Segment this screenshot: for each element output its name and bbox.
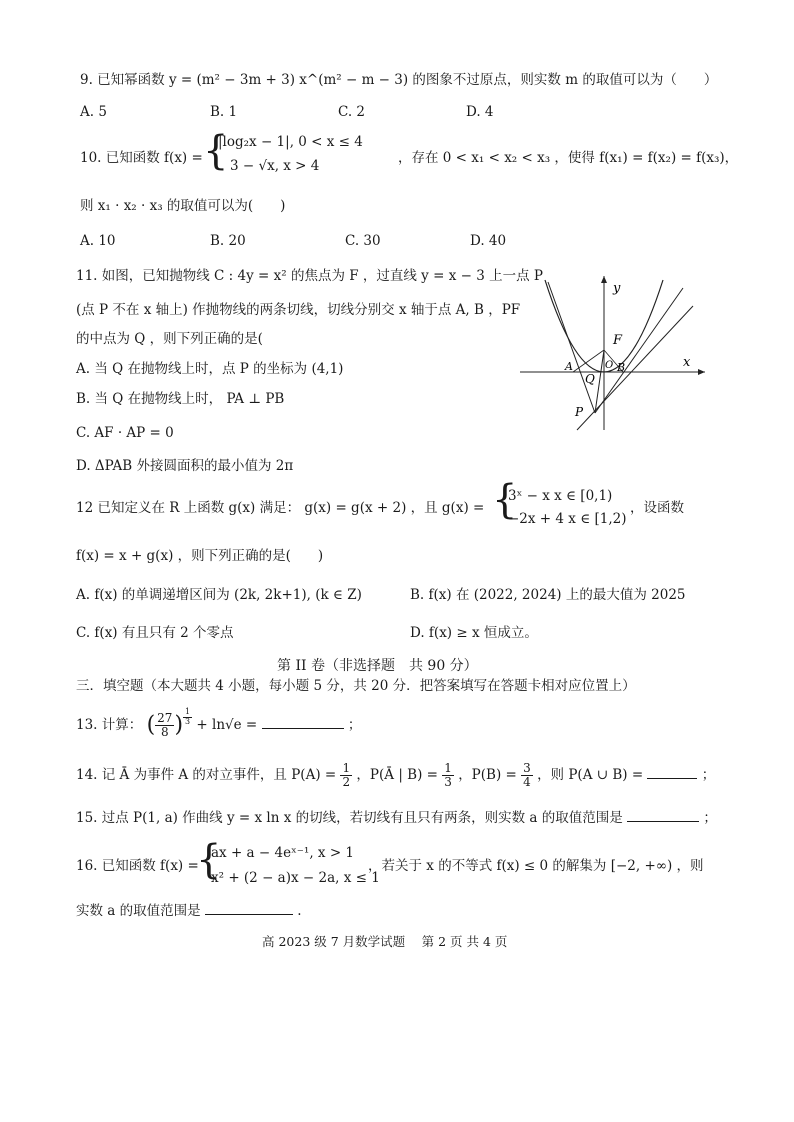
q12-option-a: A. f(x) 的单调递增区间为 (2k, 2k+1), (k ∈ Z) [76,587,362,603]
q13-end: ； [347,717,362,734]
q16-brace: { [196,837,222,883]
q16-prefix: 16. 已知函数 f(x) = [76,858,199,874]
q10-option-b: B. 20 [210,233,246,249]
fig-label-o: O [605,360,614,371]
q16-case-2: x² + (2 − a)x − 2a, x ≤ 1 [211,870,380,886]
q16-line-2-text: 实数 a 的取值范围是 [76,903,201,919]
q9-option-b: B. 1 [210,104,238,120]
q10-option-a: A. 10 [80,233,116,249]
q12-option-c: C. f(x) 有且只有 2 个零点 [76,625,234,641]
q15-answer-blank[interactable] [627,821,699,822]
q9-option-a: A. 5 [80,104,107,120]
q13-line: 13. 计算： ( $\frac{27}{8}$ ) $\frac{1}{3}$ + ln√e = ； [76,707,362,740]
q13-prefix: 13. 计算： [76,717,143,734]
q11-option-b: B. 当 Q 在抛物线上时， PA ⊥ PB [76,391,285,407]
q16-end: . [297,903,302,919]
fig-label-f: F [613,333,623,348]
q11-figure [515,270,715,435]
q15-line [76,810,717,826]
q11-option-a: A. 当 Q 在抛物线上时，点 P 的坐标为 (4,1) [76,361,344,377]
q14-part-b: ，P(Ā | B) = [356,767,438,784]
q15-end: ； [703,810,717,826]
q13-rest: + ln√e = [196,717,258,734]
q16-answer-blank[interactable] [205,914,293,915]
q16-suffix: ，若关于 x 的不等式 f(x) ≤ 0 的解集为 [−2, +∞) ，则 [368,858,704,874]
q14-line [76,762,715,789]
q15-text: 15. 过点 P(1, a) 作曲线 y = x ln x 的切线，若切线有且只有两条，则实数 a 的取值范围是 [76,810,623,826]
tangent-line-right [595,288,683,413]
y-axis-arrow [601,276,607,283]
q13-answer-blank[interactable] [262,728,344,729]
q11-line-2: (点 P 不在 x 轴上) 作抛物线的两条切线，切线分别交 x 轴于点 A, B ，PF [76,302,521,318]
q11-line-3: 的中点为 Q ，则下列正确的是( [76,331,263,347]
q14-answer-blank[interactable] [647,778,697,779]
q12-brace: { [492,477,518,523]
q13-exponent: $\frac{1}{3}$ [185,707,191,726]
q12-case-2: −2x + 4 x ∈ [1,2) [508,511,627,527]
q16-case-1: ax + a − 4eˣ⁻¹, x > 1 [211,845,355,861]
q14-part-a: 14. 记 Ā 为事件 A 的对立事件，且 P(A) = [76,767,337,784]
q10-option-c: C. 30 [345,233,381,249]
q12-line-2: f(x) = x + g(x) ，则下列正确的是( ) [76,548,324,564]
q10-brace: { [203,128,229,174]
page-footer: 高 2023 级 7 月数学试题 第 2 页 共 4 页 [262,934,508,949]
q10-case-1: |log₂x − 1|, 0 < x ≤ 4 [218,134,363,150]
q9-stem: 9. 已知幂函数 y = (m² − 3m + 3) x^(m² − m − 3) 的图象不过原点，则实数 m 的取值可以为（ ） [80,72,718,88]
q12-prefix: 12 已知定义在 R 上函数 g(x) 满足： g(x) = g(x + 2) ，且 g(x) = [76,500,485,516]
q16-line-2 [76,903,302,919]
q10-line-2: 则 x₁ · x₂ · x₃ 的取值可以为( ) [80,198,286,214]
fig-label-p: P [575,405,584,419]
q14-fraction-2: $\frac{1}{3}$ [444,761,452,790]
fig-label-a: A [565,360,573,373]
q10-option-d: D. 40 [470,233,507,249]
q9-option-c: C. 2 [338,104,366,120]
q13-base-fraction: $\frac{27}{8}$ [157,711,173,740]
segment-pf [595,350,604,413]
q11-line-1: 11. 如图，已知抛物线 C : 4y = x² 的焦点为 F ，过直线 y = x − 3 上一点 P [76,268,543,284]
q10-prefix: 10. 已知函数 f(x) = [80,150,203,166]
q9-option-d: D. 4 [466,104,494,120]
q12-option-d: D. f(x) ≥ x 恒成立。 [410,625,538,641]
section-2-title: 第 II 卷（非选择题 共 90 分） [277,658,478,674]
q12-suffix: ，设函数 [630,500,684,516]
fig-label-y: y [613,281,621,296]
fig-label-x: x [683,355,691,370]
q10-case-2: 3 − √x, x > 4 [230,158,320,174]
tangent-line-left [548,282,595,413]
q10-suffix: ，存在 0 < x₁ < x₂ < x₃ ，使得 f(x₁) = f(x₂) = f(x₃)， [398,150,739,166]
part-3-heading: 三．填空题（本大题共 4 小题，每小题 5 分，共 20 分．把答案填写在答题卡相对应位置上） [76,678,636,694]
fig-label-b: B [617,361,626,374]
q14-fraction-3: $\frac{3}{4}$ [523,761,531,790]
q14-part-d: ，则 P(A ∪ B) = [537,767,644,784]
q14-fraction-1: $\frac{1}{2}$ [342,761,351,790]
q14-part-c: ，P(B) = [458,767,517,784]
q12-option-b: B. f(x) 在 (2022, 2024) 上的最大值为 2025 [410,587,686,603]
x-axis-arrow [698,369,705,375]
q11-option-d: D. ΔPAB 外接圆面积的最小值为 2π [76,458,294,474]
fig-label-q: Q [585,372,595,386]
q12-case-1: 3ˣ − x x ∈ [0,1) [508,488,613,504]
q11-option-c: C. AF · AP = 0 [76,425,174,441]
q14-end: ； [701,767,716,784]
